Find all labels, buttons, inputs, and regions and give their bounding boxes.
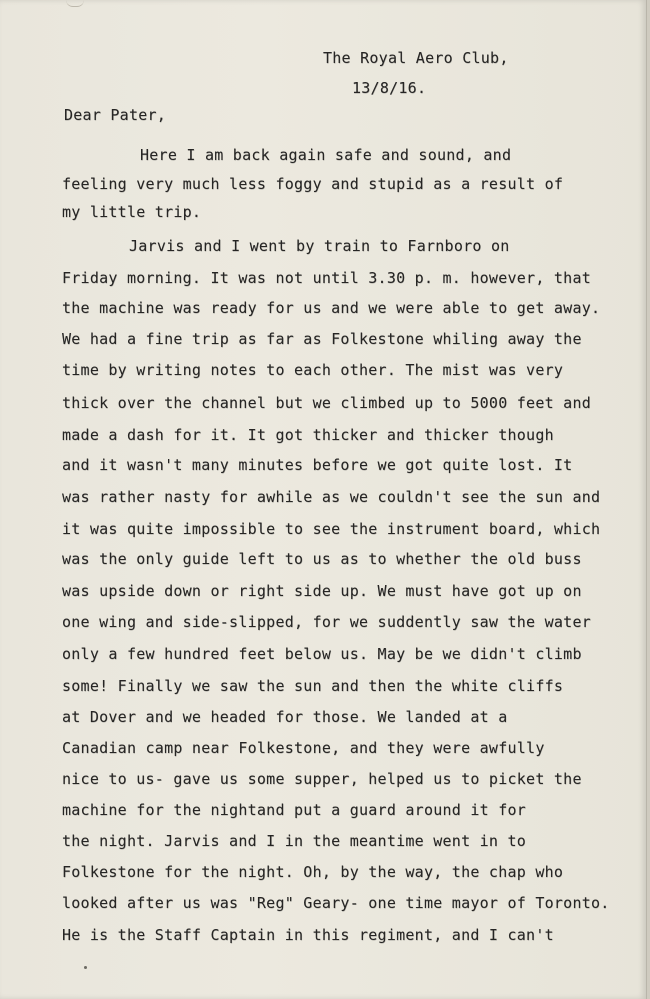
body-line: thick over the channel but we climbed up to 5000 feet and: [62, 394, 592, 412]
salutation: Dear Pater,: [64, 106, 167, 124]
body-line: made a dash for it. It got thicker and thicker though: [62, 426, 554, 444]
body-line: Jarvis and I went by train to Farnboro on: [129, 237, 510, 255]
body-line: my little trip.: [62, 203, 202, 221]
body-line: machine for the nightand put a guard around it for: [62, 801, 527, 819]
body-line: We had a fine trip as far as Folkestone whiling away the: [62, 330, 582, 348]
body-line: feeling very much less foggy and stupid as a result of: [62, 175, 564, 193]
body-line: time by writing notes to each other. The mist was very: [62, 361, 564, 379]
body-line: only a few hundred feet below us. May be we didn't climb: [62, 645, 582, 663]
body-line: and it wasn't many minutes before we got quite lost. It: [62, 456, 573, 474]
body-line: some! Finally we saw the sun and then the white cliffs: [62, 677, 564, 695]
body-line: Canadian camp near Folkestone, and they were awfully: [62, 739, 545, 757]
body-line: one wing and side-slipped, for we suddently saw the water: [62, 613, 592, 631]
body-line: it was quite impossible to see the instrument board, which: [62, 520, 601, 538]
body-line: looked after us was "Reg" Geary- one time mayor of Toronto.: [62, 894, 610, 912]
body-line: the night. Jarvis and I in the meantime went in to: [62, 832, 527, 850]
letter-date: 13/8/16.: [352, 79, 427, 97]
body-line: Folkestone for the night. Oh, by the way, the chap who: [62, 863, 564, 881]
letterhead-address: The Royal Aero Club,: [323, 49, 509, 67]
body-line: nice to us- gave us some supper, helped us to picket the: [62, 770, 582, 788]
body-line: was upside down or right side up. We must have got up on: [62, 582, 582, 600]
paper-crease: [66, 0, 84, 7]
body-line: was rather nasty for awhile as we couldn't see the sun and: [62, 488, 601, 506]
body-line: the machine was ready for us and we were able to get away.: [62, 299, 601, 317]
body-line: at Dover and we headed for those. We landed at a: [62, 708, 508, 726]
body-line: Friday morning. It was not until 3.30 p. m. however, that: [62, 269, 592, 287]
ink-speck: [84, 966, 87, 969]
body-line: He is the Staff Captain in this regiment, and I can't: [62, 926, 554, 944]
body-line: was the only guide left to us as to whether the old buss: [62, 550, 582, 568]
body-line: Here I am back again safe and sound, and: [140, 146, 512, 164]
